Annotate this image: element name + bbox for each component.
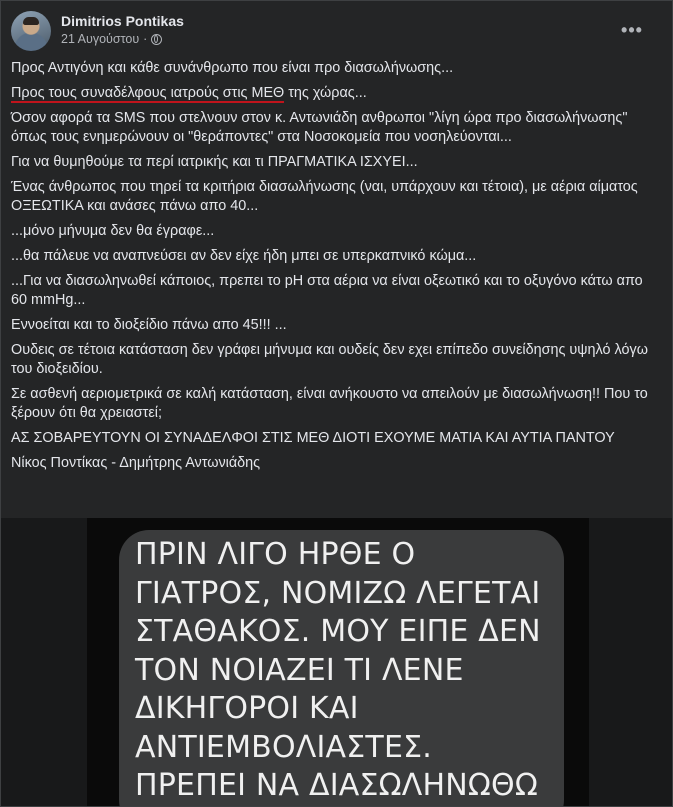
more-options-button[interactable] xyxy=(615,13,649,47)
post-paragraph: Σε ασθενή αεριομετρικά σε καλή κατάσταση, είναι ανήκουστο να απειλούν με διασωλήνωση!! Που το ξέρουν ότι θα χρειαστεί; xyxy=(11,386,648,421)
post-paragraph-underlined xyxy=(11,84,661,103)
post-paragraph: Εννοείται και το διοξείδιο πάνω απο 45!!! ... xyxy=(11,317,287,333)
post-date[interactable]: 21 Αυγούστου xyxy=(61,32,140,46)
post-paragraph: Προς Αντιγόνη και κάθε συνάνθρωπο που είναι προ διασωλήνωσης... xyxy=(11,60,454,76)
post-paragraph: ΑΣ ΣΟΒΑΡΕΥΤΟΥΝ ΟΙ ΣΥΝΑΔΕΛΦΟΙ ΣΤΙΣ ΜΕΘ ΔΙΟΤΙ ΕΧΟΥΜΕ ΜΑΤΙΑ ΚΑΙ ΑΥΤΙΑ ΠΑΝΤΟΥ xyxy=(11,430,615,446)
post-paragraph: ...Για να διασωληνωθεί κάποιος, πρεπει το pH στα αέρια να είναι οξεωτικό και το οξυγόνο κάτω απο 60 mmHg... xyxy=(11,273,643,308)
sms-message-text: ΠΡΙΝ ΛΙΓΟ ΗΡΘΕ Ο ΓΙΑΤΡΟΣ, ΝΟΜΙΖΩ ΛΕΓΕΤΑΙ ΣΤΑΘΑΚΟΣ. ΜΟΥ ΕΙΠΕ ΔΕΝ ΤΟΝ ΝΟΙΑΖΕΙ ΤΙ ΛΕΝΕ ΔΙΚΗΓΟΡΟΙ ΚΑΙ ΑΝΤΙΕΜΒΟΛΙΑΣΤΕΣ. ΠΡΕΠΕΙ ΝΑ ΔΙΑΣΩΛΗΝΩΘΩ xyxy=(135,537,541,803)
author-name[interactable]: Dimitrios Pontikas xyxy=(61,13,184,29)
post-paragraph: Νίκος Ποντίκας - Δημήτρης Αντωνιάδης xyxy=(11,455,261,471)
post-image[interactable] xyxy=(1,518,672,807)
post-paragraph: Ουδεις σε τέτοια κατάσταση δεν γράφει μήνυμα και ουδείς δεν εχει επίπεδο συνείδησης υψηλό λόγω του διοξειδίου. xyxy=(11,342,648,377)
post-paragraph: Ένας άνθρωπος που τηρεί τα κριτήρια διασωλήνωσης (ναι, υπάρχουν και τέτοια), με αέρια αίματος ΟΞΕΩΤΙΚΑ και ανάσες πάνω απο 40... xyxy=(11,179,638,214)
post-header xyxy=(11,9,661,51)
post-paragraph: ...μόνο μήνυμα δεν θα έγραφε... xyxy=(11,223,215,239)
globe-icon xyxy=(151,34,162,45)
more-horizontal-icon: ••• xyxy=(621,19,643,40)
post-paragraph: ...θα πάλευε να αναπνεύσει αν δεν είχε ήδη μπει σε υπερκαπνικό κώμα... xyxy=(11,248,477,264)
post-meta xyxy=(61,32,162,46)
post-paragraph: Για να θυμηθούμε τα περί ιατρικής και τι ΠΡΑΓΜΑΤΙΚΑ ΙΣΧΥΕΙ... xyxy=(11,154,418,170)
meta-separator: · xyxy=(143,32,148,46)
underlined-text: Προς τους συναδέλφους ιατρούς στις ΜΕΘ xyxy=(11,85,285,101)
post-paragraph: Όσον αφορά τα SMS που στελνουν στον κ. Αντωνιάδη ανθρωποι "λίγη ώρα προ διασωλήνωσης" όπως τους ενημερώνουν οι "θεράποντες" στα Νοσοκομεία που νοσηλεύονται... xyxy=(11,110,628,145)
avatar-hair xyxy=(23,17,39,25)
underlined-line-rest: της χώρας... xyxy=(284,85,367,101)
avatar[interactable] xyxy=(11,11,51,51)
post-text xyxy=(11,59,661,479)
